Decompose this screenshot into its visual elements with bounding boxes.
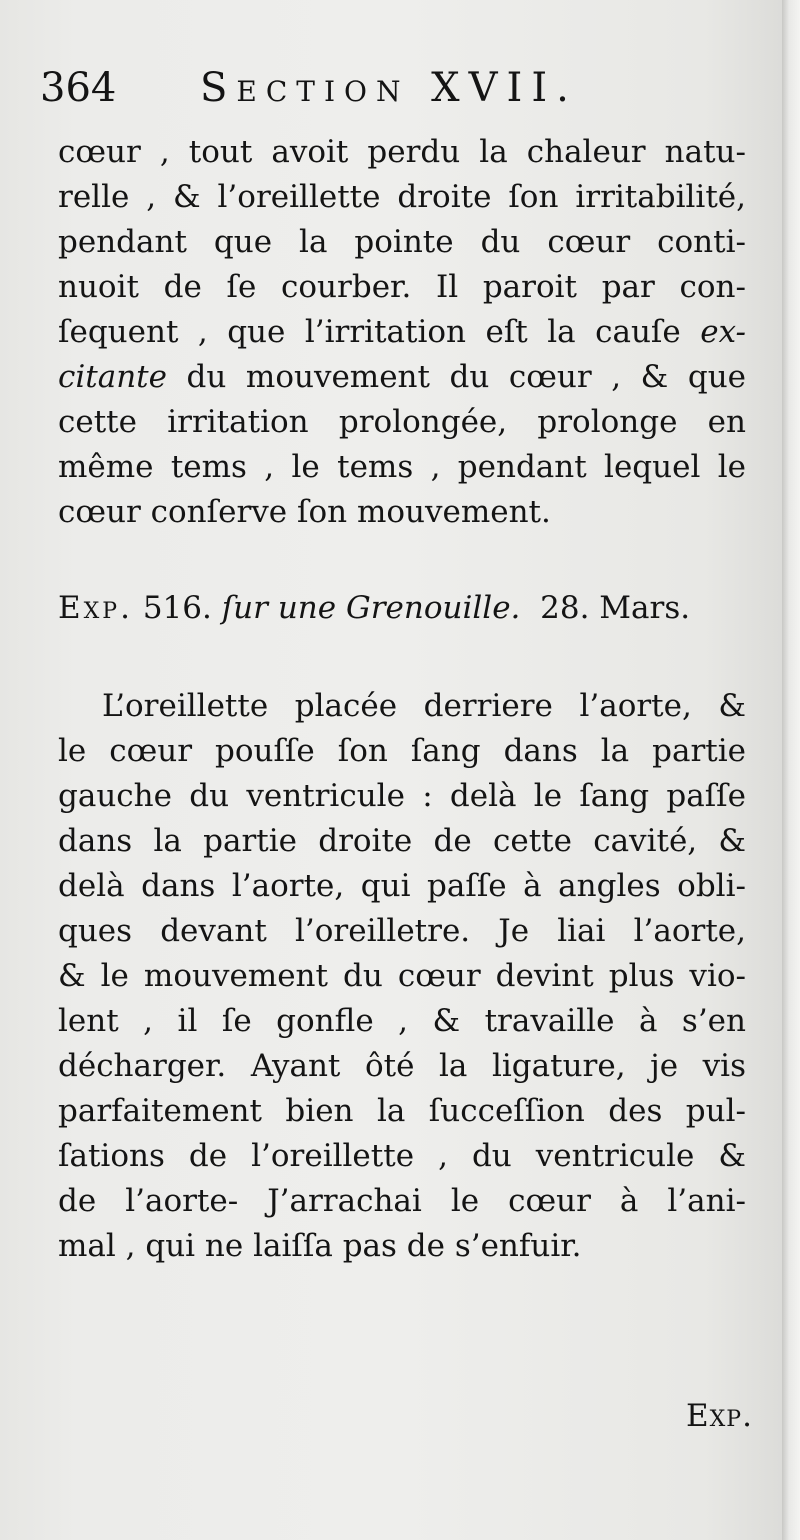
text-line: cœur conſerve ſon mouvement. (58, 494, 551, 530)
text-line: relle , & l’oreillette droite ſon irritabilité, (58, 179, 746, 215)
text-line: L’oreillette placée derriere l’aorte, & (102, 688, 746, 724)
experiment-label: Exp. (58, 590, 133, 626)
text-line: & le mouvement du cœur devint plus vio- (58, 958, 746, 994)
text-line: ques devant l’oreilletre. Je liai l’aorte, (58, 913, 746, 949)
experiment-date: 28. Mars. (540, 590, 691, 626)
text-line: le cœur pouſſe ſon ſang dans la partie (58, 733, 746, 769)
experiment-heading (58, 586, 746, 631)
page-number: 364 (40, 65, 117, 111)
text-line: lent , il ſe gonfle , & travaille à s’en (58, 1003, 746, 1039)
text-line: gauche du ventricule : delà le ſang paſſe (58, 778, 746, 814)
text-line (58, 310, 746, 355)
catchword: Exp. (686, 1398, 753, 1434)
text-line: ſations de l’oreillette , du ventricule & (58, 1138, 746, 1174)
text-line: cœur , tout avoit perdu la chaleur natu- (58, 134, 746, 170)
italic-run: citante (58, 359, 167, 395)
italic-run: ex- (700, 314, 746, 350)
text-run: ſequent , que l’irritation eſt la cauſe (58, 314, 701, 350)
text-run: du mouvement du cœur , & que (166, 359, 746, 395)
experiment-title: ſur une Grenouille. (221, 590, 521, 626)
experiment-number: 516. (142, 590, 212, 626)
text-line: delà dans l’aorte, qui paſſe à angles obli- (58, 868, 746, 904)
text-line: nuoit de ſe courber. Il paroit par con- (58, 269, 746, 305)
section-title: Section XVII. (200, 65, 578, 111)
text-line: décharger. Ayant ôté la ligature, je vis (58, 1048, 746, 1084)
running-head (40, 60, 760, 116)
page-edge (782, 0, 800, 1540)
text-line: même tems , le tems , pendant lequel le (58, 449, 746, 485)
paragraph-2 (58, 684, 746, 1269)
text-line: cette irritation prolongée, prolonge en (58, 404, 746, 440)
paragraph-1 (58, 130, 746, 535)
text-line: parfaitement bien la ſucceſſion des pul- (58, 1093, 746, 1129)
text-line: pendant que la pointe du cœur conti- (58, 224, 746, 260)
text-line (58, 355, 746, 400)
text-line: mal , qui ne laiſſa pas de s’enfuir. (58, 1228, 582, 1264)
text-line: de l’aorte- J’arrachai le cœur à l’ani- (58, 1183, 746, 1219)
text-line: dans la partie droite de cette cavité, & (58, 823, 746, 859)
